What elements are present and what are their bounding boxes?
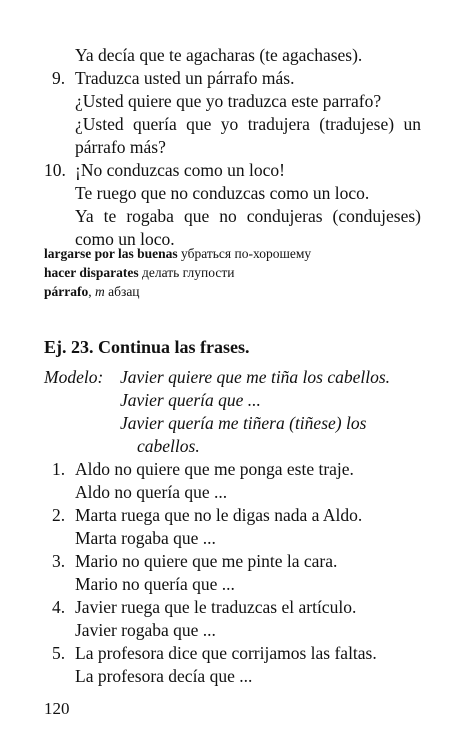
exercise-item-number: 2. [52,505,66,525]
exercise-item-sentence: Mario no quiere que me pinte la cara. [75,551,338,571]
exercise-item-prompt: La profesora decía que ... [75,666,253,686]
vocab-translation: абзац [108,284,140,299]
modelo-label: Modelo: [44,367,104,387]
vocab-entry: párrafo, m абзац [44,284,140,299]
vocab-translation: делать глупости [142,265,235,280]
modelo-line-3: Javier quería me tiñera (tiñese) los [120,413,367,433]
modelo-line-4: cabellos. [137,436,200,456]
exercise-item-number: 5. [52,643,66,663]
exercise-item-prompt: Javier rogaba que ... [75,620,216,640]
exercise-item-sentence: Javier ruega que le traduzcas el artículo. [75,597,357,617]
item-10-line-2: Te ruego que no conduzcas como un loco. [75,183,370,203]
exercise-item-number: 1. [52,459,66,479]
continuation-line: Ya decía que te agacharas (te agachases). [75,45,363,65]
vocab-term: párrafo [44,284,89,299]
modelo-line-1: Javier quiere que me tiña los cabellos. [120,367,391,387]
vocab-translation: убраться по-хорошему [181,246,312,261]
item-9-line-4: párrafo más? [75,137,166,157]
exercise-item-sentence: Aldo no quiere que me ponga este traje. [75,459,354,479]
exercise-heading: Ej. 23. Continua las frases. [44,337,250,357]
exercise-item-sentence: La profesora dice que corrijamos las faltas. [75,643,377,663]
item-9-line-2: ¿Usted quiere que yo traduzca este parrafo? [75,91,382,111]
item-10-line-4: como un loco. [75,229,175,249]
item-9-line-1: Traduzca usted un párrafo más. [75,68,295,88]
vocab-entry [44,244,311,264]
item-10-line-3: Ya te rogaba que no condujeras (condujeses) [75,206,421,226]
exercise-item-sentence: Marta ruega que no le digas nada a Aldo. [75,505,363,525]
item-9-line-3: ¿Usted quería que yo tradujera (tradujese) un [75,114,421,134]
item-10-number: 10. [44,160,66,180]
vocab-term: hacer disparates [44,265,139,280]
exercise-item-prompt: Aldo no quería que ... [75,482,228,502]
exercise-item-prompt: Mario no quería que ... [75,574,235,594]
vocab-entry [44,263,234,283]
item-9-number: 9. [52,68,66,88]
exercise-item-prompt: Marta rogaba que ... [75,528,216,548]
exercise-item-number: 3. [52,551,66,571]
page-number: 120 [44,699,70,718]
vocab-gender: m [95,284,105,299]
exercise-item-number: 4. [52,597,66,617]
item-10-line-1: ¡No conduzcas como un loco! [75,160,285,180]
modelo-line-2: Javier quería que ... [120,390,261,410]
vocab-term: largarse por las buenas [44,246,178,261]
